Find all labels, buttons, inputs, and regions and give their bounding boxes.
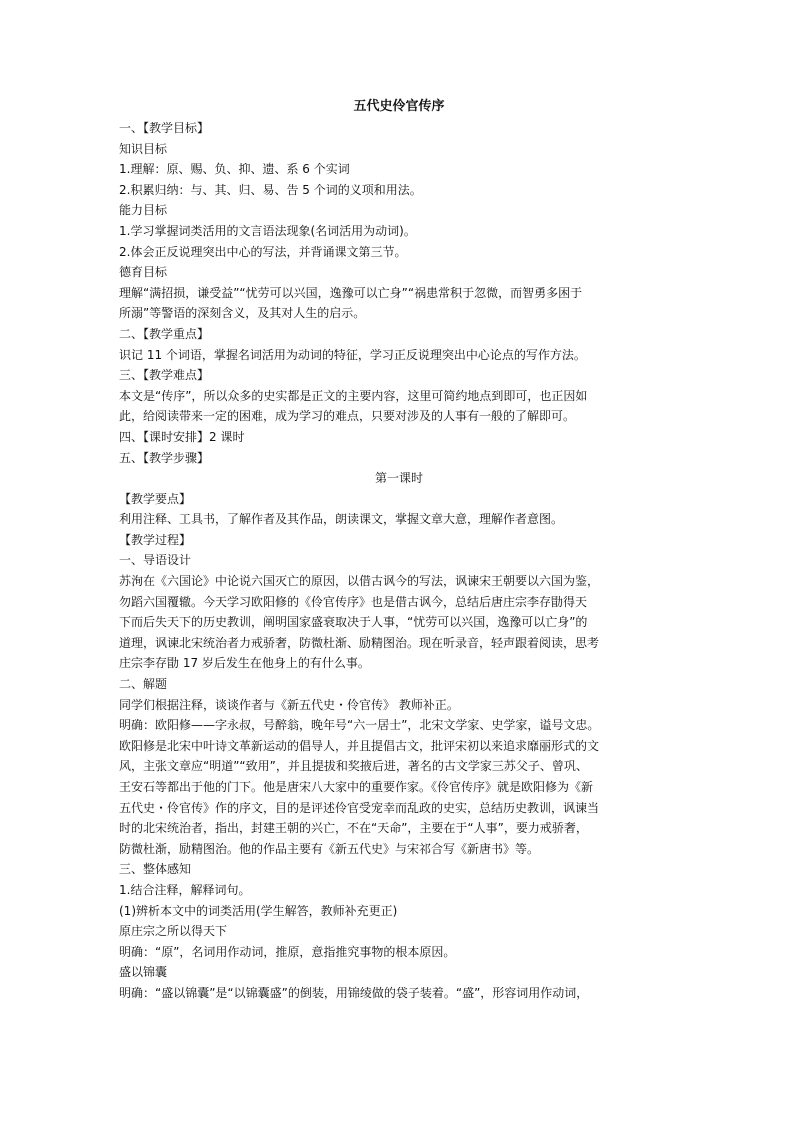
text-line: 2.积累归纳：与、其、归、易、告 5 个词的义项和用法。 [119,182,422,197]
text-line: (1)辨析本文中的词类活用(学生解答，教师补充更正) [119,903,398,918]
text-line: 五、【教学步骤】 [119,450,210,465]
text-line: 王安石等都出于他的门下。他是唐宋八大家中的重要作家。《伶官传序》就是欧阳修为《新 [119,780,594,794]
text-line: 二、解题 [119,677,168,692]
section-process [119,489,679,1004]
text-line: 道理，讽谏北宋统治者力戒骄奢，防微杜渐、励精图治。现在听录音，轻声跟着阅读，思考 [119,635,600,650]
text-line: 此，给阅读带来一定的困难，成为学习的难点，只要对涉及的人事有一般的了解即可。 [119,409,576,424]
document-title: 五代史伶官传序 [353,99,445,114]
text-line: 时的北宋统治者，指出，封建王朝的兴亡，不在“天命”，主要在于“人事”，要力戒骄奢， [119,821,588,836]
text-line: 原庄宗之所以得天下 [119,924,228,939]
text-line: 理解“满招损，谦受益”“忧劳可以兴国，逸豫可以亡身”“祸患常积于忽微，而智勇多困于 [119,285,583,300]
text-line: 勿蹈六国覆辙。今天学习欧阳修的《伶官传序》也是借古讽今，总结后唐庄宗李存勖得天 [119,594,588,609]
text-line: 苏洵在《六国论》中论说六国灭亡的原因，以借古讽今的写法，讽谏宋王朝要以六国为鉴， [119,574,600,589]
text-line: 风，主张文章应“明道”“致用”，并且提拔和奖掖后进，著名的古文学家三苏父子、曾巩、 [119,759,588,774]
text-line: 欧阳修是北宋中叶诗文革新运动的倡导人，并且提倡古文，批评宋初以来追求靡丽形式的文 [119,738,600,753]
text-line: 盛以锦囊 [119,965,168,980]
text-line: 明确：“原”，名词用作动词，推原，意指推究事物的根本原因。 [119,944,456,959]
text-line: 【教学过程】 [119,532,192,547]
text-line: 三、【教学难点】 [119,368,210,383]
text-line: 1.结合注释，解释词句。 [119,882,251,897]
text-line: 利用注释、工具书，了解作者及其作品，朗读课文，掌握文章大意，理解作者意图。 [119,512,564,527]
text-line: 1.理解：原、赐、负、抑、遗、系 6 个实词 [119,162,350,177]
text-line: 一、【教学目标】 [119,121,210,135]
text-line: 德育目标 [119,265,168,280]
session-heading: 第一课时 [374,471,423,486]
document-body [119,96,679,1004]
text-line: 所溺”等警语的深刻含义，及其对人生的启示。 [119,306,366,321]
text-line: 防微杜渐，励精图治。他的作品主要有《新五代史》与宋祁合写《新唐书》等。 [119,841,540,856]
text-line: 识记 11 个词语，掌握名词活用为动词的特征，学习正反说理突出中心论点的写作方法。 [119,347,586,362]
text-line: 庄宗李存勖 17 岁后发生在他身上的有什么事。 [119,656,370,671]
text-line: 同学们根据注释，谈谈作者与《新五代史・伶官传》 教师补正。 [119,697,459,712]
text-line: 一、导语设计 [119,553,192,568]
text-line: 三、整体感知 [119,862,192,877]
text-line: 能力目标 [119,203,168,218]
text-line: 明确：“盛以锦囊”是“以锦囊盛”的倒装，用锦绫做的袋子装着。“盛”，形容词用作动词， [119,985,589,1000]
text-line: 知识目标 [119,141,168,156]
text-line: 2.体会正反说理突出中心的写法，并背诵课文第三节。 [119,244,407,259]
text-line: 五代史・伶官传》作的序文，目的是评述伶官受宠幸而乱政的史实，总结历史教训，讽谏当 [119,800,600,815]
text-line: 【教学要点】 [119,491,192,506]
text-line: 本文是“传序”，所以众多的史实都是正文的主要内容，这里可简约地点到即可，也正因如 [119,388,588,403]
text-line: 下而后失天下的历史教训，阐明国家盛衰取决于人事，“忧劳可以兴国，逸豫可以亡身”的 [119,615,588,630]
section-objectives [119,118,679,468]
text-line: 二、【教学重点】 [119,326,210,341]
text-line: 四、【课时安排】2 课时 [119,429,245,444]
text-line: 1.学习掌握词类活用的文言语法现象(名词活用为动词)。 [119,223,416,238]
text-line: 明确：欧阳修——字永叔，号醉翁，晚年号“六一居士”，北宋文学家、史学家，谥号文忠。 [119,718,600,733]
